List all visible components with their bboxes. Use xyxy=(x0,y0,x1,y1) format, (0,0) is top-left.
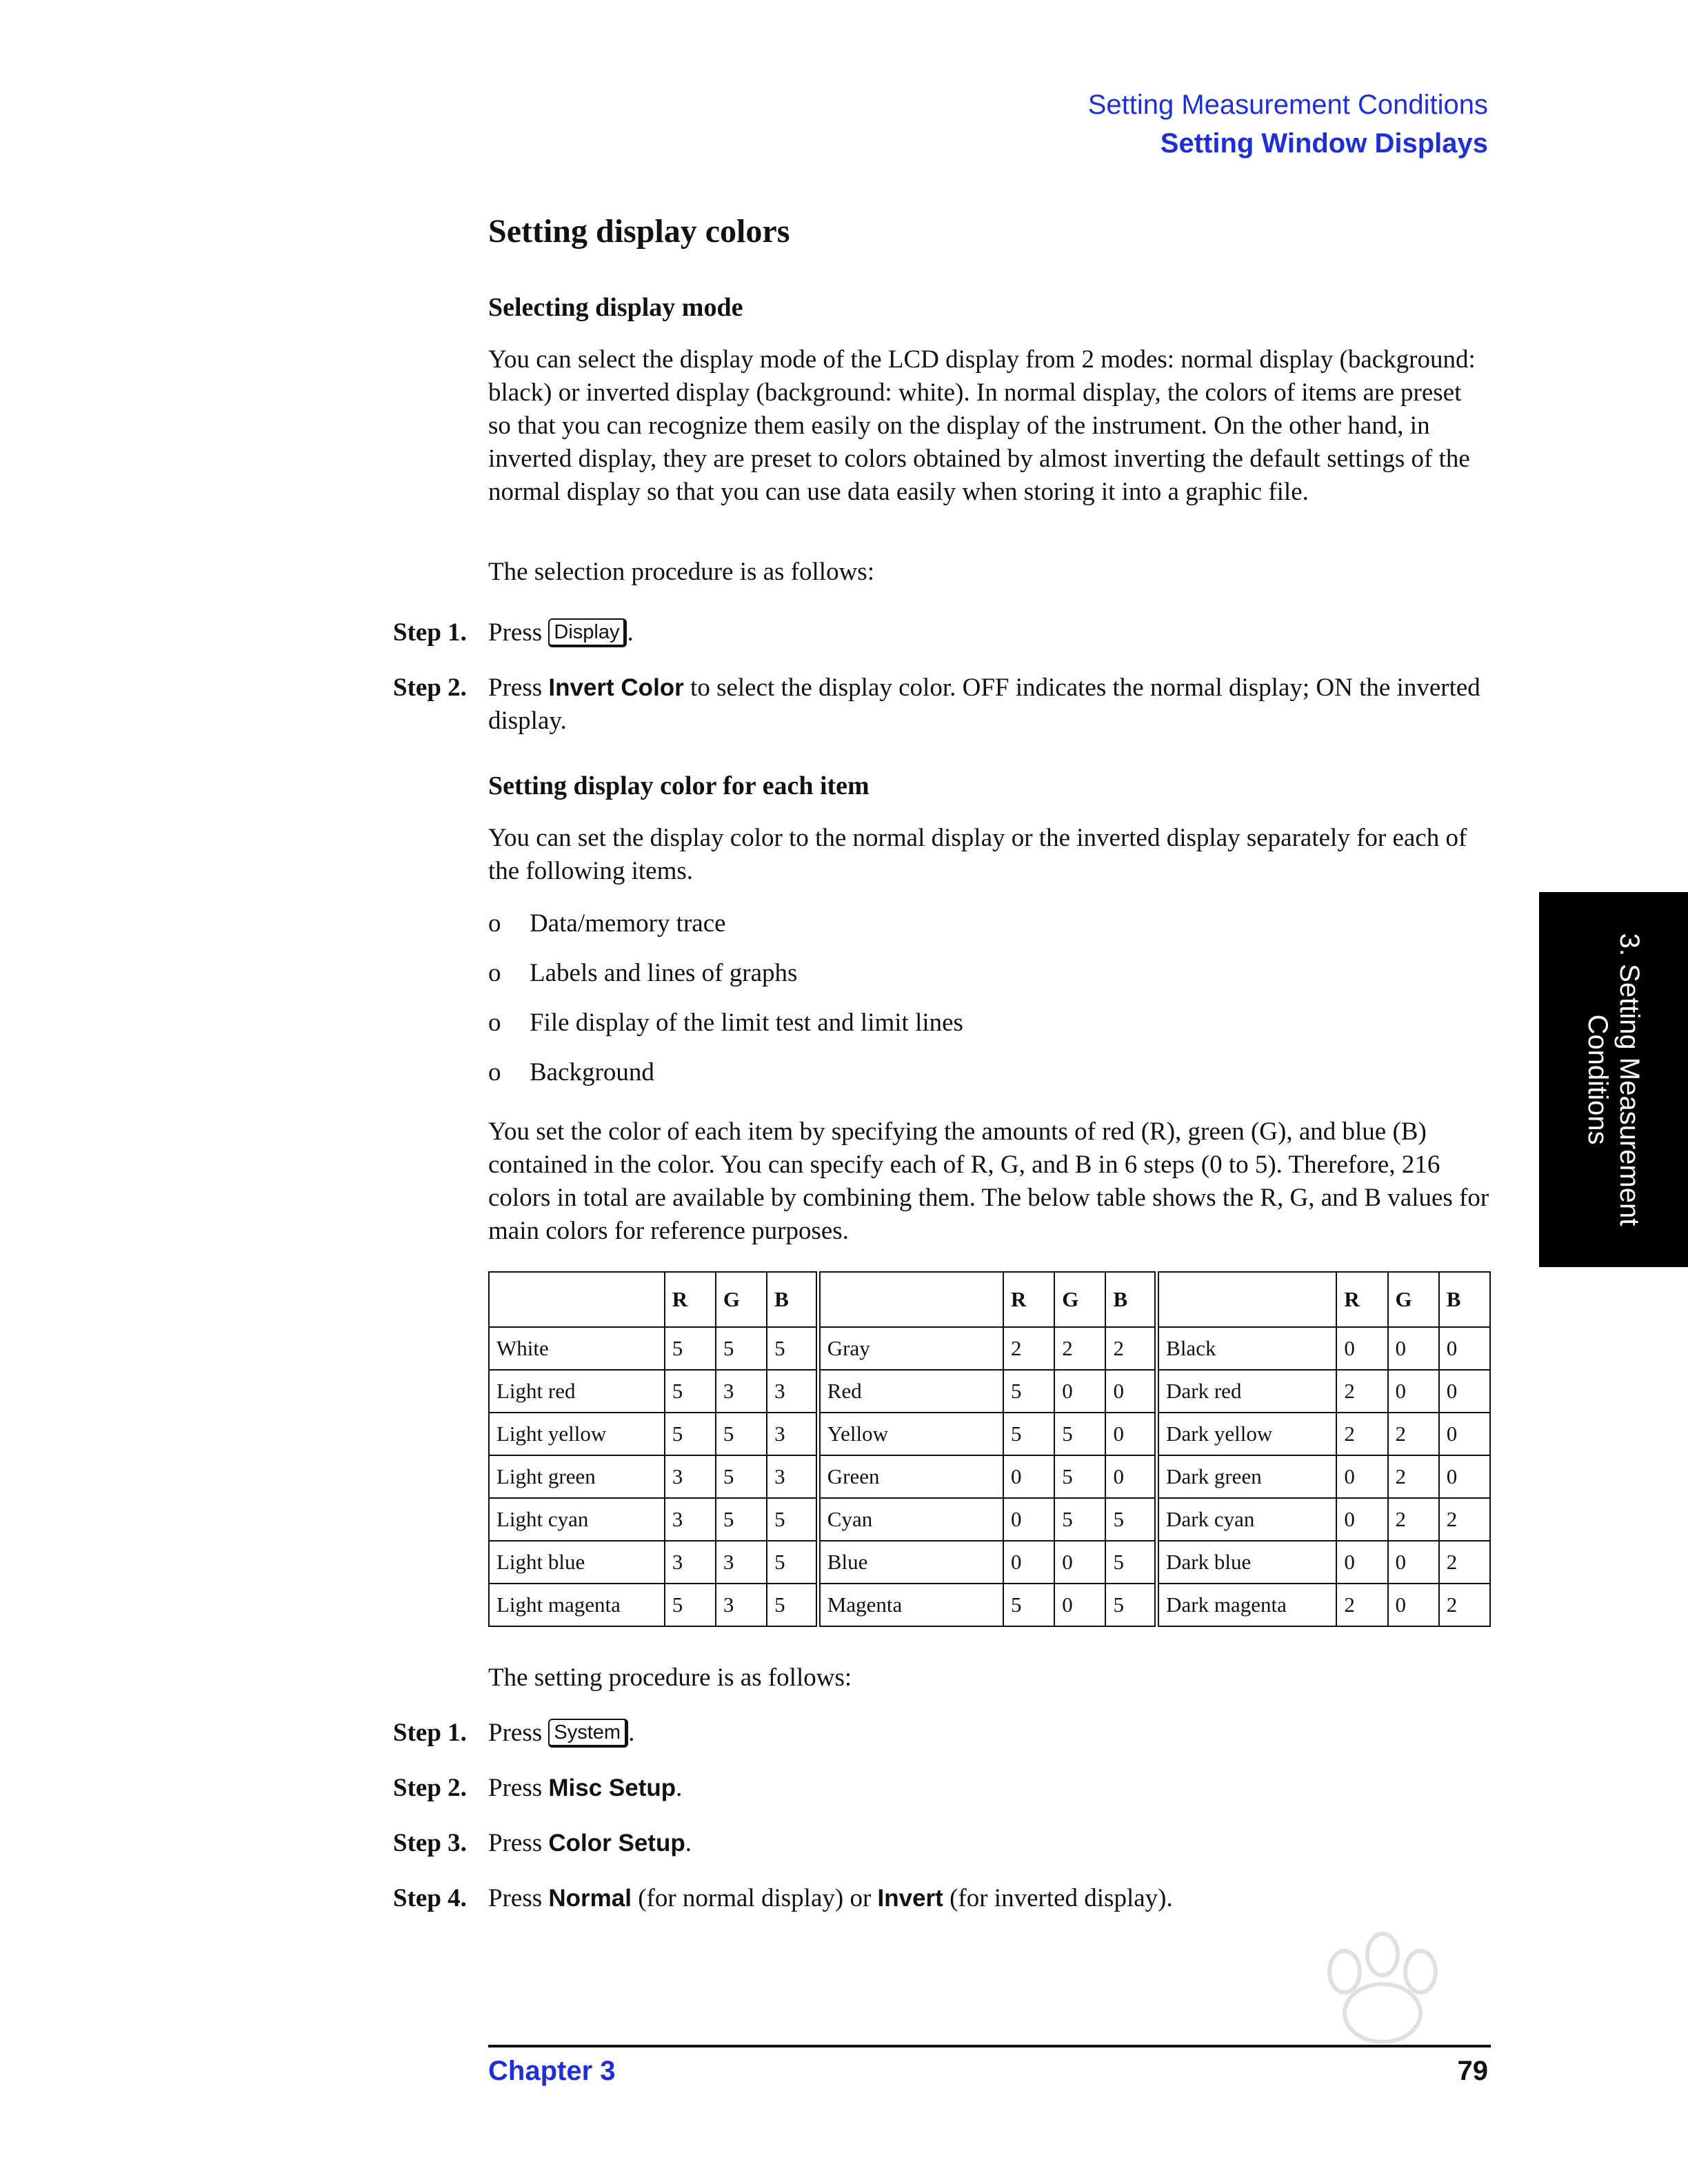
table-cell: 5 xyxy=(767,1584,818,1626)
mode-heading: Selecting display mode xyxy=(488,293,743,322)
table-cell: 5 xyxy=(1003,1413,1054,1455)
header-subsection: Setting Window Displays xyxy=(1160,128,1488,159)
table-header-row xyxy=(489,1272,1490,1327)
table-cell: 3 xyxy=(716,1541,767,1584)
procedure-step-4 xyxy=(393,1882,488,1915)
table-cell: 5 xyxy=(767,1327,818,1370)
step-text: Press xyxy=(488,1719,543,1747)
procedure-step-3 xyxy=(393,1827,488,1860)
misc-setup-softkey: Misc Setup xyxy=(548,1775,676,1801)
table-cell: 2 xyxy=(1336,1370,1387,1413)
watermark-paw-icon xyxy=(1179,1923,1593,2130)
step-label: Step 4. xyxy=(393,1884,467,1912)
table-row xyxy=(489,1370,1490,1413)
step-text: Press xyxy=(488,1884,543,1912)
table-cell: 0 xyxy=(1105,1455,1156,1498)
table-cell: 2 xyxy=(1336,1584,1387,1626)
table-cell: 2 xyxy=(1439,1541,1490,1584)
bullet-mark: o xyxy=(488,909,501,938)
side-tab-line-2: Conditions xyxy=(1582,1014,1613,1145)
step-text: Press xyxy=(488,674,543,702)
table-cell: Dark blue xyxy=(1157,1541,1337,1584)
table-cell: Yellow xyxy=(818,1413,1003,1455)
table-cell: 0 xyxy=(1439,1370,1490,1413)
procedure-step-1-body xyxy=(488,1717,1489,1750)
table-cell: 5 xyxy=(665,1327,716,1370)
header-cell: R xyxy=(1336,1272,1387,1327)
table-cell: 3 xyxy=(767,1370,818,1413)
footer-rule xyxy=(488,2045,1491,2048)
table-cell: 3 xyxy=(665,1541,716,1584)
table-cell: Light red xyxy=(489,1370,665,1413)
table-row xyxy=(489,1327,1490,1370)
table-cell: 5 xyxy=(1105,1498,1156,1541)
table-cell: 5 xyxy=(665,1584,716,1626)
table-cell: 5 xyxy=(716,1498,767,1541)
table-cell: 0 xyxy=(1336,1498,1387,1541)
step-punct: . xyxy=(628,1719,635,1747)
table-cell: 3 xyxy=(665,1498,716,1541)
table-cell: Magenta xyxy=(818,1584,1003,1626)
bullet-text: Labels and lines of graphs xyxy=(530,959,798,987)
table-cell: Light green xyxy=(489,1455,665,1498)
procedure-step-4-body xyxy=(488,1882,1489,1915)
table-cell: 0 xyxy=(1003,1541,1054,1584)
mode-paragraph: You can select the display mode of the LCD display from 2 modes: normal display (background: black) or inverted display (background: white). In normal display, the colors of items are preset so that you can recognize them easily on the display of the instrument. On the other hand, in inverted display, they are preset to colors obtained by almost inverting the default settings of the normal display so that you can use data easily when storing it into a graphic file. xyxy=(488,345,1476,506)
table-cell: Dark yellow xyxy=(1157,1413,1337,1455)
item-paragraph: You can set the display color to the normal display or the inverted display separately for each of the following items. xyxy=(488,824,1467,885)
procedure-step-1 xyxy=(393,1717,488,1750)
table-cell: 5 xyxy=(767,1541,818,1584)
side-tab-line-1: 3. Setting Measurement xyxy=(1614,933,1645,1226)
table-cell: 2 xyxy=(1105,1327,1156,1370)
table-cell: Dark magenta xyxy=(1157,1584,1337,1626)
table-cell: 5 xyxy=(1003,1370,1054,1413)
table-cell: 0 xyxy=(1388,1327,1439,1370)
table-cell: 5 xyxy=(767,1498,818,1541)
chapter-side-tab-label xyxy=(1582,933,1645,1226)
table-cell: 0 xyxy=(1388,1541,1439,1584)
table-cell: Cyan xyxy=(818,1498,1003,1541)
table-cell: Blue xyxy=(818,1541,1003,1584)
step-label: Step 1. xyxy=(393,618,467,647)
page-number: 79 xyxy=(1457,2056,1488,2086)
table-cell: White xyxy=(489,1327,665,1370)
table-cell: 5 xyxy=(665,1370,716,1413)
table-row xyxy=(489,1584,1490,1626)
step-label: Step 2. xyxy=(393,1774,467,1802)
table-cell: Dark red xyxy=(1157,1370,1337,1413)
table-row xyxy=(489,1413,1490,1455)
table-cell: 2 xyxy=(1054,1327,1105,1370)
list-item xyxy=(488,907,726,940)
table-cell: 3 xyxy=(665,1455,716,1498)
header-cell: B xyxy=(1439,1272,1490,1327)
step-text: Press xyxy=(488,1774,543,1802)
table-cell: 0 xyxy=(1388,1584,1439,1626)
invert-softkey: Invert xyxy=(877,1885,943,1912)
step-text: (for normal display) or xyxy=(638,1884,872,1912)
bullet-mark: o xyxy=(488,1009,501,1037)
mode-step-2-body xyxy=(488,671,1489,738)
step-text: to select the display color. OFF indicates the normal display; ON the inverted display. xyxy=(488,674,1480,735)
table-cell: 0 xyxy=(1054,1584,1105,1626)
table-cell: 5 xyxy=(1003,1584,1054,1626)
table-cell: 5 xyxy=(1054,1455,1105,1498)
rgb-paragraph: You set the color of each item by specifying the amounts of red (R), green (G), and blue (B) contained in the color. You can specify each of R, G, and B in 6 steps (0 to 5). Therefore, 216 colors in total are available by combining them. The below table shows the R, G, and B values for main colors for reference purposes. xyxy=(488,1118,1489,1245)
header-cell: G xyxy=(1054,1272,1105,1327)
color-setup-softkey: Color Setup xyxy=(548,1830,685,1857)
table-cell: 0 xyxy=(1388,1370,1439,1413)
footer-chapter: Chapter 3 xyxy=(488,2056,616,2086)
step-label: Step 3. xyxy=(393,1829,467,1857)
table-cell: 0 xyxy=(1439,1455,1490,1498)
step-text: (for inverted display). xyxy=(950,1884,1173,1912)
table-cell: 5 xyxy=(1054,1498,1105,1541)
table-cell: 3 xyxy=(767,1455,818,1498)
table-cell: 0 xyxy=(1003,1498,1054,1541)
procedure-step-2 xyxy=(393,1772,488,1805)
header-cell: B xyxy=(767,1272,818,1327)
table-cell: Light yellow xyxy=(489,1413,665,1455)
table-cell: 0 xyxy=(1439,1327,1490,1370)
header-cell: R xyxy=(665,1272,716,1327)
table-cell: 5 xyxy=(716,1413,767,1455)
step-punct: . xyxy=(676,1774,683,1802)
table-cell: 2 xyxy=(1336,1413,1387,1455)
mode-step-1 xyxy=(393,616,488,649)
table-row xyxy=(489,1455,1490,1498)
table-cell: 0 xyxy=(1439,1413,1490,1455)
table-row xyxy=(489,1498,1490,1541)
table-cell: 0 xyxy=(1336,1541,1387,1584)
table-cell: 0 xyxy=(1105,1413,1156,1455)
table-cell: 5 xyxy=(716,1455,767,1498)
table-cell: 0 xyxy=(1003,1455,1054,1498)
list-item xyxy=(488,957,797,990)
table-cell: 0 xyxy=(1336,1327,1387,1370)
step-label: Step 2. xyxy=(393,674,467,702)
step-punct: . xyxy=(685,1829,692,1857)
table-cell: Gray xyxy=(818,1327,1003,1370)
table-cell: 5 xyxy=(1105,1584,1156,1626)
step-text: Press xyxy=(488,1829,543,1857)
table-cell: 2 xyxy=(1003,1327,1054,1370)
header-cell xyxy=(489,1272,665,1327)
table-cell: Light blue xyxy=(489,1541,665,1584)
table-cell: 5 xyxy=(665,1413,716,1455)
table-cell: 3 xyxy=(716,1584,767,1626)
bullet-text: Background xyxy=(530,1058,654,1086)
bullet-mark: o xyxy=(488,959,501,987)
table-cell: Light cyan xyxy=(489,1498,665,1541)
step-text: Press xyxy=(488,618,543,647)
table-cell: 5 xyxy=(716,1327,767,1370)
bullet-mark: o xyxy=(488,1058,501,1086)
table-cell: Red xyxy=(818,1370,1003,1413)
table-cell: 5 xyxy=(1054,1413,1105,1455)
header-cell: R xyxy=(1003,1272,1054,1327)
table-cell: 2 xyxy=(1388,1413,1439,1455)
mode-step-2 xyxy=(393,671,488,705)
procedure-step-3-body xyxy=(488,1827,1489,1860)
page-title: Setting display colors xyxy=(488,213,790,250)
table-cell: 0 xyxy=(1054,1370,1105,1413)
bullet-text: File display of the limit test and limit lines xyxy=(530,1009,963,1037)
step-label: Step 1. xyxy=(393,1719,467,1747)
list-item xyxy=(488,1007,963,1040)
table-cell: Dark cyan xyxy=(1157,1498,1337,1541)
header-cell: G xyxy=(1388,1272,1439,1327)
procedure-intro: The setting procedure is as follows: xyxy=(488,1664,852,1692)
table-cell: 0 xyxy=(1336,1455,1387,1498)
mode-step-1-body xyxy=(488,616,1489,649)
header-cell: G xyxy=(716,1272,767,1327)
table-cell: Light magenta xyxy=(489,1584,665,1626)
list-item xyxy=(488,1056,654,1089)
mode-procedure-intro: The selection procedure is as follows: xyxy=(488,558,874,586)
table-cell: 0 xyxy=(1105,1370,1156,1413)
table-cell: 0 xyxy=(1054,1541,1105,1584)
item-heading: Setting display color for each item xyxy=(488,771,870,800)
table-cell: 5 xyxy=(1105,1541,1156,1584)
table-cell: 3 xyxy=(716,1370,767,1413)
display-key: Display xyxy=(548,618,627,647)
rgb-color-table xyxy=(488,1271,1491,1627)
table-cell: Dark green xyxy=(1157,1455,1337,1498)
system-key: System xyxy=(548,1719,628,1748)
table-cell: 2 xyxy=(1388,1455,1439,1498)
table-cell: Green xyxy=(818,1455,1003,1498)
header-cell xyxy=(1157,1272,1337,1327)
table-row xyxy=(489,1541,1490,1584)
bullet-text: Data/memory trace xyxy=(530,909,726,938)
header-cell: B xyxy=(1105,1272,1156,1327)
header-cell xyxy=(818,1272,1003,1327)
procedure-step-2-body xyxy=(488,1772,1489,1805)
header-section: Setting Measurement Conditions xyxy=(1087,90,1488,120)
table-cell: 2 xyxy=(1439,1584,1490,1626)
invert-color-softkey: Invert Color xyxy=(548,674,684,701)
table-cell: 2 xyxy=(1388,1498,1439,1541)
table-cell: 2 xyxy=(1439,1498,1490,1541)
step-punct: . xyxy=(627,618,634,647)
table-cell: 3 xyxy=(767,1413,818,1455)
table-cell: Black xyxy=(1157,1327,1337,1370)
normal-softkey: Normal xyxy=(548,1885,632,1912)
